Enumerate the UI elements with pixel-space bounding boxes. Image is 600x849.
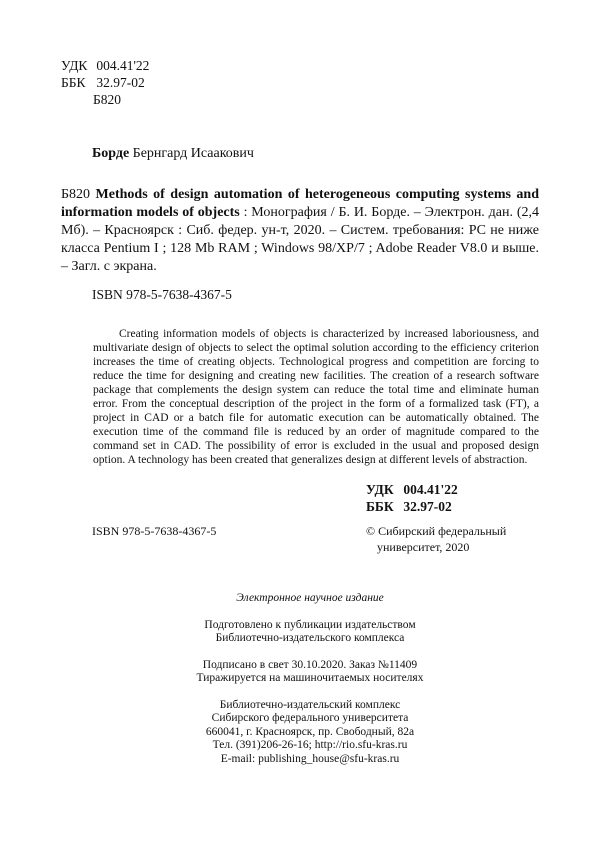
imprint bbox=[160, 592, 460, 766]
bbk-value-right: 32.97-02 bbox=[403, 499, 452, 514]
udk-label-right: УДК bbox=[366, 482, 394, 497]
biblio-title: Methods of design automation of heterogeneous computing systems and information models of objects bbox=[61, 187, 539, 220]
bbk-label: ББК bbox=[61, 75, 86, 90]
copyright-line-1: © Сибирский федеральный bbox=[366, 524, 507, 538]
biblio-cutter: Б820 bbox=[61, 187, 91, 202]
address-line: 660041, г. Красноярск, пр. Свободный, 82а bbox=[205, 725, 415, 738]
phone-line: Тел. (391)206-26-16; http://rio.sfu-kras.ru bbox=[212, 739, 408, 751]
isbn-main: ISBN 978-5-7638-4367-5 bbox=[92, 287, 232, 302]
copyright bbox=[366, 523, 506, 555]
copyright-line-2: университет, 2020 bbox=[377, 540, 470, 554]
abstract: Creating information models of objects is characterized by increased laboriousness, and multivariate design of objects to select the optimal solution according to the efficiency criterion increases the time of creating objects. Technological progress and competition are forcing to reduce the time for designing and creating new facilities. The creation of a research software package that complements the design system can reduce the total time and eliminate human error. From the conceptual description of the project in the form of a formalized task (FT), a project in CAD or a batch file for automatic execution can be automatically obtained. The execution time of the command file is reduced by an order of magnitude compared to the command set in CAD. The possibility of error is excluded in the usual and proposed design option. A technology has been created that generalizes design at different levels of abstraction. bbox=[93, 328, 539, 466]
email-line: E-mail: publishing_house@sfu-kras.ru bbox=[220, 752, 400, 765]
udk-label: УДК bbox=[61, 58, 88, 73]
udk-code-top bbox=[61, 57, 149, 74]
cutter-code-top: Б820 bbox=[93, 92, 122, 107]
bibliographic-record bbox=[61, 186, 539, 276]
signed-line: Подписано в свет 30.10.2020. Заказ №11409 bbox=[202, 658, 418, 671]
biblio-description: : Монография / Б. И. Борде. – Электрон. дан. (2,4 Мб). – Красноярск : Сиб. федер. ун-т, 2020. – Систем. требования: PC не ниже класса Pentium I ; 128 Mb RAM ; Windows 98/XP/7 ; Adobe Reader V8.0 и выше. – Загл. с экрана. bbox=[61, 205, 539, 274]
udk-value-right: 004.41'22 bbox=[403, 482, 458, 497]
author-surname: Борде bbox=[92, 146, 130, 161]
prepared-line-2: Библиотечно-издательского комплекса bbox=[215, 632, 405, 644]
isbn-bottom: ISBN 978-5-7638-4367-5 bbox=[92, 524, 217, 538]
prepared-line-1: Подготовлено к публикации издательством bbox=[204, 618, 416, 631]
author-name: Бернгард Исаакович bbox=[129, 146, 254, 161]
bbk-code-top bbox=[61, 74, 145, 91]
author-heading bbox=[92, 146, 254, 162]
publisher-line-1: Библиотечно-издательский комплекс bbox=[219, 698, 401, 711]
publisher-line-2: Сибирского федерального университета bbox=[211, 712, 409, 724]
bbk-code-right bbox=[366, 498, 452, 515]
udk-value: 004.41'22 bbox=[96, 58, 150, 73]
copies-line: Тиражируется на машиночитаемых носителях bbox=[196, 672, 424, 684]
bbk-label-right: ББК bbox=[366, 499, 394, 514]
edition-type: Электронное научное издание bbox=[236, 592, 384, 604]
bbk-value: 32.97-02 bbox=[96, 75, 145, 90]
udk-code-right bbox=[366, 481, 458, 498]
